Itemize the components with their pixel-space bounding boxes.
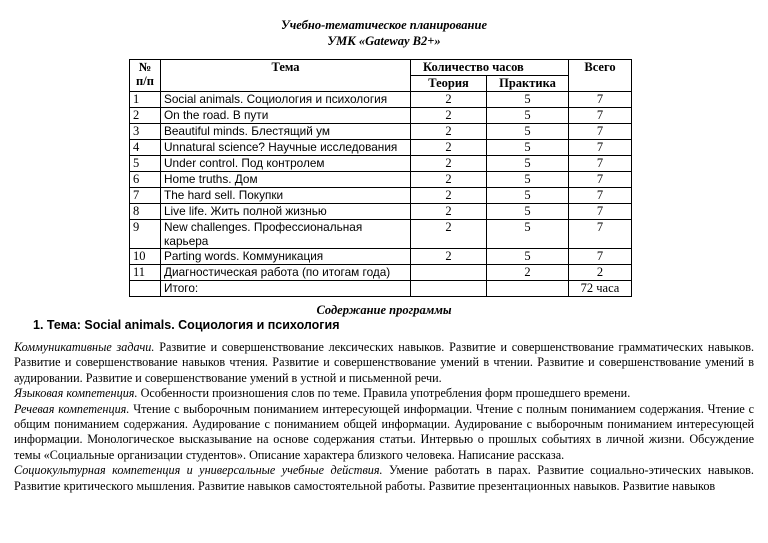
paragraph-sociocultural: [14, 463, 754, 494]
table-row: [130, 140, 632, 156]
row-theory-hours: 2: [411, 172, 487, 188]
row-practice-hours: 5: [487, 249, 569, 265]
table-row: [130, 124, 632, 140]
row-practice-hours: 2: [487, 265, 569, 281]
curriculum-table: [129, 59, 632, 297]
row-topic: Social animals. Социология и психология: [161, 92, 411, 108]
row-theory-hours: 2: [411, 220, 487, 249]
row-total-hours: 7: [569, 220, 632, 249]
row-number: 11: [130, 265, 161, 281]
row-theory-hours: 2: [411, 140, 487, 156]
row-practice-hours: 5: [487, 188, 569, 204]
row-topic: On the road. В пути: [161, 108, 411, 124]
row-practice-hours: 5: [487, 220, 569, 249]
paragraph-speech: [14, 402, 754, 464]
row-total-hours: 7: [569, 188, 632, 204]
paragraph-text: Чтение с выборочным пониманием интересующей информации. Чтение с полным пониманием содержания. Чтение с общим пониманием содержания. Аудирование с пониманием общей информации. Аудирование с выборочным пониманием интересующей информации. Монологическое высказывание на основе содержания статьи. Интервью о прошлых событиях в личной жизни. Обсуждение темы «Социальные организации студентов». Описание характера близкого человека. Написание рассказа.: [14, 401, 754, 462]
total-label: Итого:: [161, 281, 411, 297]
row-topic: Parting words. Коммуникация: [161, 249, 411, 265]
header-total: Всего: [569, 60, 632, 92]
header-topic: Тема: [161, 60, 411, 92]
header-theory: Теория: [411, 76, 487, 92]
paragraph-text: Особенности произношения слов по теме. Правила употребления форм прошедшего времени.: [137, 386, 631, 401]
table-row: [130, 92, 632, 108]
paragraph-label: Коммуникативные задачи.: [14, 340, 155, 354]
table-row: [130, 156, 632, 172]
row-number: 3: [130, 124, 161, 140]
row-total-hours: 7: [569, 92, 632, 108]
row-number: 4: [130, 140, 161, 156]
row-practice-hours: 5: [487, 140, 569, 156]
row-theory-hours: 2: [411, 156, 487, 172]
section-title: Содержание программы: [316, 303, 452, 317]
paragraph-language: [14, 386, 754, 401]
table-row: [130, 265, 632, 281]
row-number: 1: [130, 92, 161, 108]
row-theory-hours: 2: [411, 204, 487, 220]
row-total-hours: 7: [569, 172, 632, 188]
row-practice-hours: 5: [487, 172, 569, 188]
total-empty-cell: [487, 281, 569, 297]
paragraph-communicative: [14, 340, 754, 386]
row-practice-hours: 5: [487, 108, 569, 124]
row-total-hours: 7: [569, 140, 632, 156]
table-row: [130, 188, 632, 204]
total-empty-cell: [411, 281, 487, 297]
row-total-hours: 7: [569, 204, 632, 220]
row-practice-hours: 5: [487, 156, 569, 172]
table-total-row: [130, 281, 632, 297]
table-header-row: [130, 60, 632, 76]
row-theory-hours: 2: [411, 92, 487, 108]
paragraph-label: Речевая компетенция.: [14, 401, 130, 416]
row-topic: Live life. Жить полной жизнью: [161, 204, 411, 220]
row-topic: New challenges. Профессиональная карьера: [161, 220, 411, 249]
row-theory-hours: 2: [411, 249, 487, 265]
row-number: 5: [130, 156, 161, 172]
table-row: [130, 108, 632, 124]
row-topic: Under control. Под контролем: [161, 156, 411, 172]
total-empty-cell: [130, 281, 161, 297]
total-hours: 72 часа: [569, 281, 632, 297]
header-num: № п/п: [130, 60, 161, 92]
row-number: 6: [130, 172, 161, 188]
row-practice-hours: 5: [487, 204, 569, 220]
row-total-hours: 7: [569, 249, 632, 265]
program-content: [14, 340, 754, 494]
row-practice-hours: 5: [487, 92, 569, 108]
document-subtitle: УМК «Gateway B2+»: [327, 34, 441, 48]
row-theory-hours: 2: [411, 124, 487, 140]
topic-heading: 1. Тема: Social animals. Социология и психология: [33, 318, 340, 332]
row-number: 8: [130, 204, 161, 220]
paragraph-text: Развитие и совершенствование лексических навыков. Развитие и совершенствование грамматических навыков. Развитие и совершенствование навыков чтения. Развитие и совершенствование умений в чтении. Развитие и совершенствование умений в аудировании. Развитие и совершенствование умений в устной и письменной речи.: [14, 340, 754, 385]
table-body: [130, 92, 632, 297]
row-theory-hours: [411, 265, 487, 281]
row-topic: Beautiful minds. Блестящий ум: [161, 124, 411, 140]
row-total-hours: 7: [569, 156, 632, 172]
row-total-hours: 7: [569, 108, 632, 124]
table-row: [130, 204, 632, 220]
table-row: [130, 220, 632, 249]
row-topic: Unnatural science? Научные исследования: [161, 140, 411, 156]
row-practice-hours: 5: [487, 124, 569, 140]
header-practice: Практика: [487, 76, 569, 92]
table-row: [130, 172, 632, 188]
row-topic: Диагностическая работа (по итогам года): [161, 265, 411, 281]
row-number: 2: [130, 108, 161, 124]
row-number: 7: [130, 188, 161, 204]
row-total-hours: 2: [569, 265, 632, 281]
row-number: 9: [130, 220, 161, 249]
row-theory-hours: 2: [411, 188, 487, 204]
paragraph-text: Умение работать в парах. Развитие социально-этических навыков. Развитие критического мышления. Развитие навыков самостоятельной работы. Развитие презентационных навыков. Развитие навыков: [14, 463, 754, 493]
row-total-hours: 7: [569, 124, 632, 140]
document-title: Учебно-тематическое планирование: [281, 18, 487, 32]
header-hours: Количество часов: [411, 60, 569, 76]
table-row: [130, 249, 632, 265]
row-topic: Home truths. Дом: [161, 172, 411, 188]
row-topic: The hard sell. Покупки: [161, 188, 411, 204]
row-number: 10: [130, 249, 161, 265]
paragraph-label: Социокультурная компетенция и универсальные учебные действия.: [14, 463, 383, 478]
row-theory-hours: 2: [411, 108, 487, 124]
paragraph-label: Языковая компетенция.: [14, 386, 138, 401]
